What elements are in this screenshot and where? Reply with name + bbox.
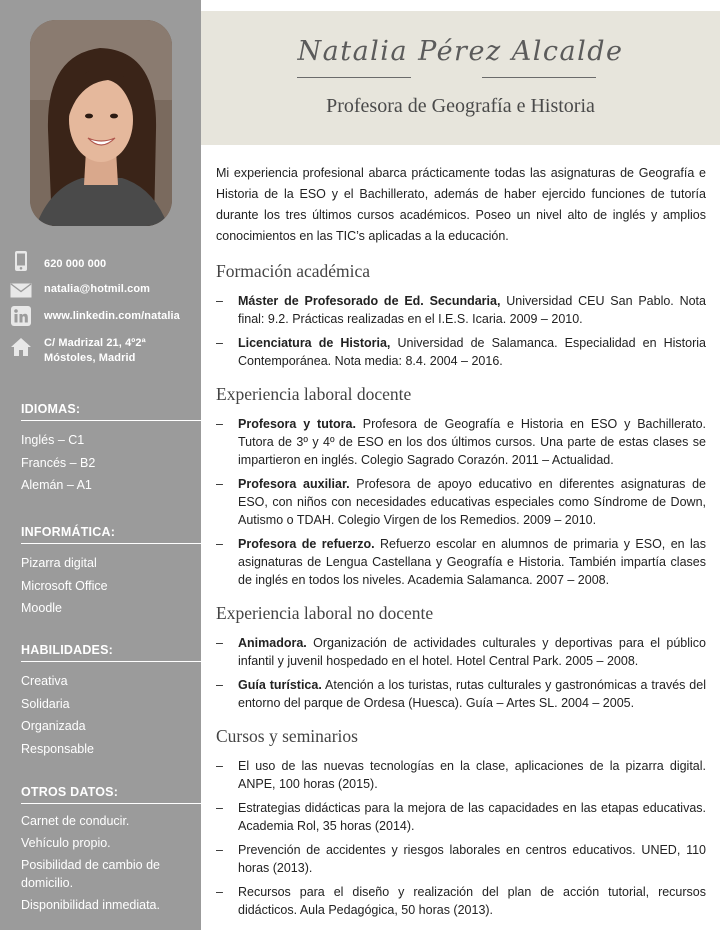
entry-text xyxy=(238,757,706,793)
entry-description: Refuerzo escolar en alumnos de primaria y ESO, en las asignaturas de Lengua Castellana y Geografía e Historia. También impartía clases de inglés en todos los niveles. Academia Salamanca. 2007 – 2008. xyxy=(238,537,706,587)
list-item xyxy=(216,415,706,469)
list-item xyxy=(216,883,706,919)
dash-bullet: – xyxy=(216,537,223,551)
entry-text xyxy=(238,634,706,670)
entry-description: Recursos para el diseño y realización del plan de acción tutorial, recursos didácticos. Aula Pedagógica, 50 horas (2013). xyxy=(238,885,706,917)
dash-bullet: – xyxy=(216,801,223,815)
contact-address xyxy=(10,336,200,366)
entry-description: Universidad CEU San Pablo. Nota final: 9.2. Prácticas realizadas en el I.E.S. Icaria. 2009 – 2010. xyxy=(238,294,706,326)
list-item xyxy=(216,535,706,589)
linkedin-url[interactable]: www.linkedin.com/natalia xyxy=(44,310,180,322)
entry-description: El uso de las nuevas tecnologías en la clase, aplicaciones de la pizarra digital. ANPE, 100 horas (2015). xyxy=(238,759,706,791)
other-data-heading: OTROS DATOS: xyxy=(21,785,202,804)
profile-photo xyxy=(30,20,172,226)
sidebar xyxy=(0,0,201,930)
entry-text xyxy=(238,676,706,712)
languages-section xyxy=(21,402,202,497)
entry-title: Licenciatura de Historia, xyxy=(238,336,391,350)
list-item xyxy=(216,634,706,670)
list-item xyxy=(216,757,706,793)
computing-item: Moodle xyxy=(21,601,62,615)
entry-title: Animadora. xyxy=(238,636,307,650)
entry-title: Máster de Profesorado de Ed. Secundaria, xyxy=(238,294,501,308)
education-heading: Formación académica xyxy=(216,261,371,281)
entry-title: Guía turística. xyxy=(238,678,322,692)
dash-bullet: – xyxy=(216,885,223,899)
entry-text xyxy=(238,334,706,370)
entry-text xyxy=(238,415,706,469)
other-data-item: Disponibilidad inmediata. xyxy=(21,898,160,912)
entry-description: Estrategias didácticas para la mejora de las capacidades en las etapas educativas. Academia Rol, 35 horas (2014). xyxy=(238,801,706,833)
name-divider-right xyxy=(482,77,596,78)
list-item xyxy=(216,799,706,835)
entry-title: Profesora auxiliar. xyxy=(238,477,350,491)
languages-heading: IDIOMAS: xyxy=(21,402,202,421)
other-experience-list xyxy=(216,634,706,712)
computing-heading: INFORMÁTICA: xyxy=(21,525,202,544)
dash-bullet: – xyxy=(216,417,223,431)
entry-description: Profesora de Geografía e Historia en ESO y Bachillerato. Tutora de 3º y 4º de ESO en los dos últimos cursos. Una parte de estas clases se impartieron en inglés. Colegio Sagrado Corazón. 2011 – Actualidad. xyxy=(238,417,707,467)
dash-bullet: – xyxy=(216,636,223,650)
other-data-section xyxy=(21,785,202,918)
home-icon xyxy=(10,336,32,358)
entry-text xyxy=(238,841,706,877)
entry-text xyxy=(238,883,706,919)
skills-heading: HABILIDADES: xyxy=(21,643,202,662)
email-address[interactable]: natalia@hotmil.com xyxy=(44,283,151,295)
address-line-2: Móstoles, Madrid xyxy=(44,352,136,364)
teaching-experience-list xyxy=(216,415,706,589)
entry-description: Universidad de Salamanca. Especialidad en Historia Contemporánea. Nota media: 8.4. 2004 – 2016. xyxy=(238,336,706,368)
list-item xyxy=(216,334,706,370)
name-divider-left xyxy=(297,77,411,78)
dash-bullet: – xyxy=(216,294,223,308)
header-band xyxy=(201,11,720,145)
skill-item: Organizada xyxy=(21,719,86,733)
skill-item: Creativa xyxy=(21,674,68,688)
computing-item: Pizarra digital xyxy=(21,556,97,570)
teaching-experience-heading: Experiencia laboral docente xyxy=(216,384,412,404)
entry-text xyxy=(238,475,706,529)
computing-section xyxy=(21,525,202,620)
other-experience-heading: Experiencia laboral no docente xyxy=(216,603,434,623)
entry-description: Prevención de accidentes y riesgos laborales en centros educativos. UNED, 110 horas (2013). xyxy=(238,843,706,875)
entry-description: Organización de actividades culturales y deportivas para el público infantil y juvenil hospedado en el hotel. Hotel Central Park. 2005 – 2008. xyxy=(238,636,706,668)
list-item xyxy=(216,841,706,877)
dash-bullet: – xyxy=(216,336,223,350)
linkedin-icon xyxy=(10,306,32,326)
phone-number: 620 000 000 xyxy=(44,258,107,270)
dash-bullet: – xyxy=(216,759,223,773)
job-title: Profesora de Geografía e Historia xyxy=(326,95,595,117)
entry-text xyxy=(238,799,706,835)
address-line-1: C/ Madrizal 21, 4º2ª xyxy=(44,337,146,349)
skill-item: Responsable xyxy=(21,741,94,756)
contact-linkedin xyxy=(10,306,200,326)
language-item: Inglés – C1 xyxy=(21,433,85,447)
profile-summary: Mi experiencia profesional abarca prácticamente todas las asignaturas de Geografía e Historia de la ESO y el Bachillerato, además de haber ejercido funciones de tutoría durante los tres últimos cursos académicos. Poseo un nivel alto de inglés y amplios conocimientos en las TIC’s aplicadas a la educación. xyxy=(216,166,706,243)
skill-item: Solidaria xyxy=(21,696,70,711)
entry-description: Atención a los turistas, rutas culturales y gastronómicas a través del entorno del parque de Ordesa (Huesca). Guía – Artes SL. 2004 – 2005. xyxy=(238,678,706,710)
contact-phone xyxy=(10,251,200,272)
address-text xyxy=(44,336,146,366)
list-item xyxy=(216,676,706,712)
dash-bullet: – xyxy=(216,477,223,491)
list-item xyxy=(216,292,706,328)
courses-list xyxy=(216,757,706,919)
entry-description: Profesora de apoyo educativo en diferentes asignaturas de ESO, con niños con necesidades educativas especiales como Síndrome de Down, Autismo o TDAH. Colegio Virgen de los Remedios. 2009 – 2010. xyxy=(238,477,706,527)
phone-icon xyxy=(10,251,32,271)
dash-bullet: – xyxy=(216,843,223,857)
entry-text xyxy=(238,535,706,589)
contact-email xyxy=(10,280,200,300)
other-data-item: Posibilidad de cambio de domicilio. xyxy=(21,858,160,890)
skills-section xyxy=(21,643,202,760)
entry-title: Profesora y tutora. xyxy=(238,417,356,431)
computing-item: Microsoft Office xyxy=(21,578,108,593)
courses-heading: Cursos y seminarios xyxy=(216,726,358,746)
other-data-item: Vehículo propio. xyxy=(21,836,111,850)
education-list xyxy=(216,292,706,370)
other-data-item: Carnet de conducir. xyxy=(21,814,130,828)
entry-title: Profesora de refuerzo. xyxy=(238,537,375,551)
language-item: Francés – B2 xyxy=(21,455,96,470)
list-item xyxy=(216,475,706,529)
main-content xyxy=(216,163,706,925)
email-icon xyxy=(10,280,32,300)
language-item: Alemán – A1 xyxy=(21,478,92,492)
dash-bullet: – xyxy=(216,678,223,692)
entry-text xyxy=(238,292,706,328)
person-name: Natalia Pérez Alcalde xyxy=(297,36,624,67)
